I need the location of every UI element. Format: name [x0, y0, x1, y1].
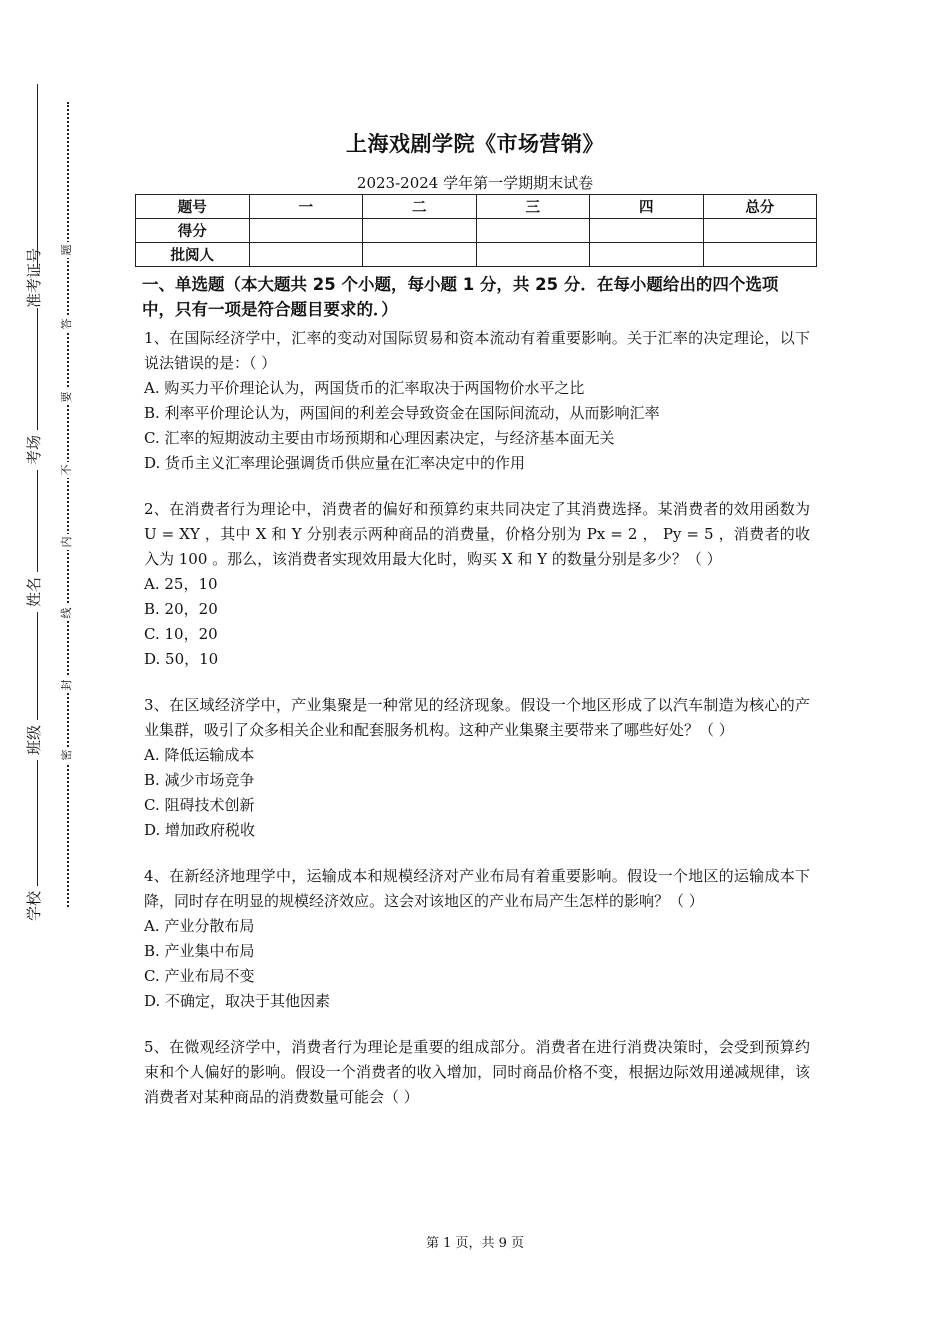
seal-char: 答: [59, 316, 75, 332]
option-a: A. 25，10: [144, 575, 218, 593]
seal-char: 内: [59, 534, 75, 550]
table-header-cell: 一: [249, 195, 363, 219]
binding-line: [37, 84, 38, 922]
question-3: [144, 693, 810, 843]
spacer: [144, 672, 810, 693]
option-b: B. 产业集中布局: [144, 942, 255, 960]
section-heading: 一、单选题（本大题共 25 个小题，每小题 1 分，共 25 分．在每小题给出的四个选项中，只有一项是符合题目要求的．）: [142, 275, 779, 319]
spacer: [144, 1014, 810, 1035]
table-row: [136, 219, 817, 243]
page-number: 第 1 页，共 9 页: [425, 1236, 525, 1251]
seal-dotted-line: [67, 102, 69, 907]
question-4: [144, 864, 810, 1014]
score-cell: [703, 219, 817, 243]
grader-cell: [363, 243, 477, 267]
score-cell: [476, 219, 590, 243]
side-label-class: 班级: [24, 720, 44, 760]
side-label-school: 学校: [24, 886, 44, 926]
grader-cell: [703, 243, 817, 267]
table-row: [136, 243, 817, 267]
option-c: C. 阻碍技术创新: [144, 796, 255, 814]
question-5: [144, 1035, 810, 1110]
table-header-cell: 题号: [136, 195, 250, 219]
option-d: D. 不确定，取决于其他因素: [144, 992, 331, 1010]
score-cell: [249, 219, 363, 243]
question-stem: 2、在消费者行为理论中，消费者的偏好和预算约束共同决定了其消费选择。某消费者的效用函数为 U = XY ，其中 X 和 Y 分别表示两种商品的消费量，价格分别为 Px = 2 ， Py = 5 ，消费者的收入为 100 。那么，该消费者实现效用最大化时，购买 X 和 Y 的数量分别是多少？（ ）: [144, 500, 810, 568]
option-a: A. 产业分散布局: [144, 917, 255, 935]
score-table: [135, 194, 817, 267]
question-1: [144, 326, 810, 476]
seal-char: 密: [59, 747, 75, 763]
score-cell: [590, 219, 704, 243]
exam-content: [144, 272, 810, 1110]
side-label-name: 姓名: [24, 572, 44, 612]
option-b: B. 20，20: [144, 600, 218, 618]
table-row: [136, 195, 817, 219]
page-subtitle: 2023-2024 学年第一学期期末试卷: [356, 174, 594, 192]
table-header-cell: 总分: [703, 195, 817, 219]
seal-char: 线: [59, 605, 75, 621]
question-stem: 1、在国际经济学中，汇率的变动对国际贸易和资本流动有着重要影响。关于汇率的决定理论，以下说法错误的是：（ ）: [144, 329, 810, 372]
spacer: [144, 476, 810, 497]
table-row-label: 得分: [136, 219, 250, 243]
seal-char: 题: [59, 242, 75, 258]
option-d: D. 增加政府税收: [144, 821, 256, 839]
side-label-exam-id: 准考证号: [25, 247, 43, 308]
seal-char: 封: [59, 677, 75, 693]
spacer: [144, 843, 810, 864]
table-header-cell: 四: [590, 195, 704, 219]
table-header-cell: 二: [363, 195, 477, 219]
option-c: C. 10，20: [144, 625, 218, 643]
table-row-label: 批阅人: [136, 243, 250, 267]
option-a: A. 降低运输成本: [144, 746, 255, 764]
option-b: B. 减少市场竞争: [144, 771, 255, 789]
option-c: C. 产业布局不变: [144, 967, 255, 985]
question-stem: 5、在微观经济学中，消费者行为理论是重要的组成部分。消费者在进行消费决策时，会受到预算约束和个人偏好的影响。假设一个消费者的收入增加，同时商品价格不变，根据边际效用递减规律，该消费者对某种商品的消费数量可能会（ ）: [144, 1038, 810, 1106]
grader-cell: [249, 243, 363, 267]
table-header-cell: 三: [476, 195, 590, 219]
option-a: A. 购买力平价理论认为，两国货币的汇率取决于两国物价水平之比: [144, 379, 585, 397]
option-b: B. 利率平价理论认为，两国间的利差会导致资金在国际间流动，从而影响汇率: [144, 404, 660, 422]
seal-char: 要: [59, 389, 75, 405]
question-stem: 4、在新经济地理学中，运输成本和规模经济对产业布局有着重要影响。假设一个地区的运输成本下降，同时存在明显的规模经济效应。这会对该地区的产业布局产生怎样的影响？（ ）: [144, 867, 810, 910]
side-label-exam-room: 考场: [24, 430, 44, 470]
grader-cell: [476, 243, 590, 267]
page-title: 上海戏剧学院《市场营销》: [346, 132, 604, 156]
question-2: [144, 497, 810, 672]
score-cell: [363, 219, 477, 243]
option-d: D. 货币主义汇率理论强调货币供应量在汇率决定中的作用: [144, 454, 526, 472]
seal-char: 不: [59, 462, 75, 478]
option-c: C. 汇率的短期波动主要由市场预期和心理因素决定，与经济基本面无关: [144, 429, 615, 447]
question-stem: 3、在区域经济学中，产业集聚是一种常见的经济现象。假设一个地区形成了以汽车制造为核心的产业集群，吸引了众多相关企业和配套服务机构。这种产业集聚主要带来了哪些好处？（ ）: [144, 696, 810, 739]
grader-cell: [590, 243, 704, 267]
option-d: D. 50，10: [144, 650, 219, 668]
